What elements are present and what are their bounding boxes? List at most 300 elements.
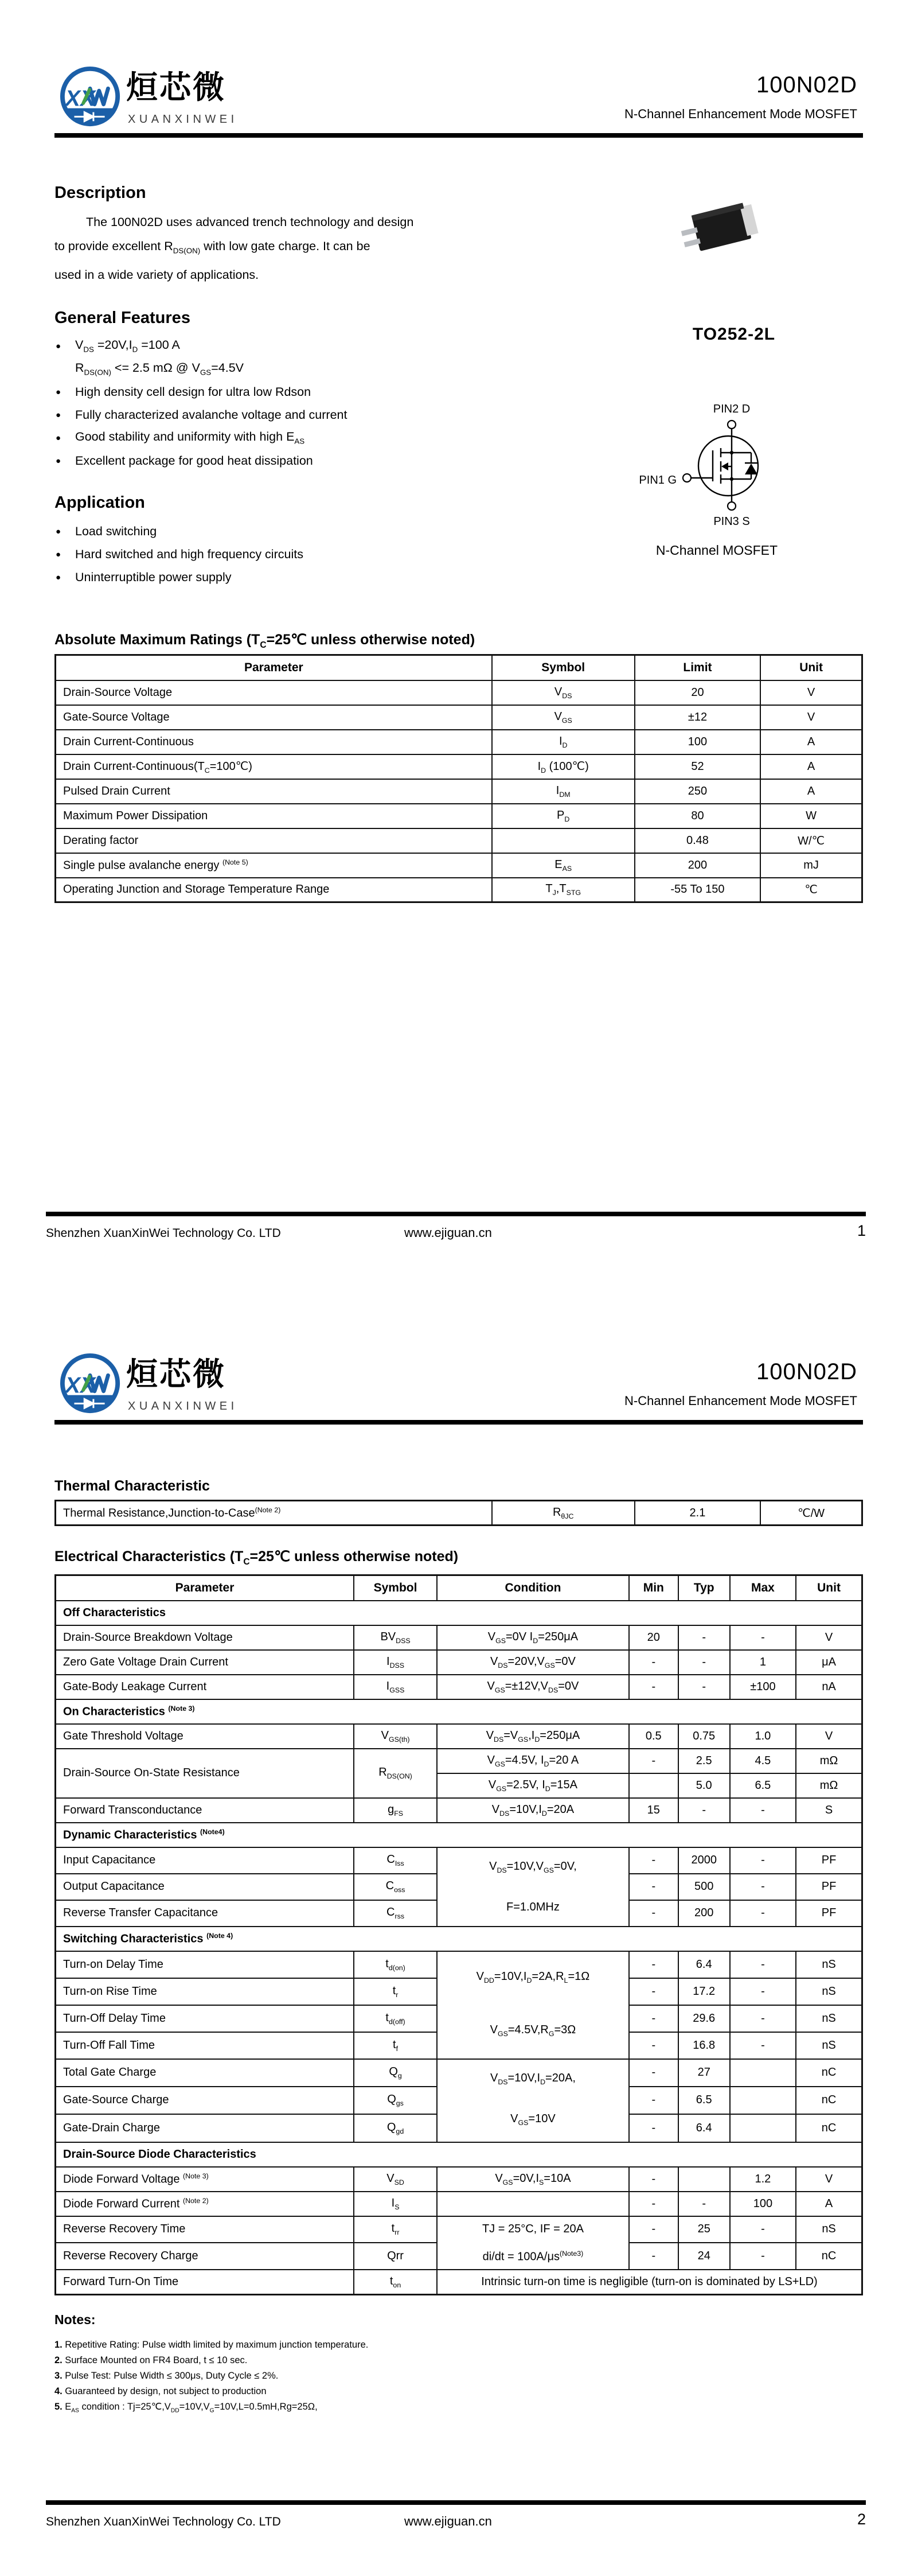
- list-item: [56, 334, 549, 357]
- list-item-label: Repetitive Rating: Pulse width limited by maximum junction temperature.: [65, 2340, 369, 2350]
- note-number: 2.: [54, 2355, 63, 2365]
- data-table: [54, 1500, 863, 1526]
- table-cell: nS: [796, 2005, 862, 2032]
- list-item: [54, 2399, 685, 2418]
- table-cell: A: [796, 2192, 862, 2216]
- column-header: Min: [629, 1575, 678, 1601]
- description-heading: Description: [54, 184, 146, 202]
- list-item-label: Load switching: [75, 524, 157, 538]
- table-cell: -: [629, 2087, 678, 2114]
- application-list: [56, 520, 549, 589]
- table-cell: -: [629, 1874, 678, 1900]
- bullet-icon: ●: [56, 387, 61, 397]
- column-header: Parameter: [56, 655, 492, 680]
- brand-chinese-name: 烜芯微: [126, 1356, 226, 1392]
- table-cell: [730, 2114, 796, 2142]
- table-cell: $V_{SD}$: [354, 2167, 437, 2192]
- table-cell: S: [796, 1798, 862, 1823]
- table-cell: Qrr: [354, 2243, 437, 2270]
- list-item-label: Good stability and uniformity with high $E_{AS}$: [75, 430, 305, 446]
- table-cell: nS: [796, 2032, 862, 2059]
- list-item: [54, 2368, 685, 2384]
- column-header: Unit: [760, 655, 862, 680]
- table-row: [56, 1724, 862, 1749]
- table-cell: Turn-Off Delay Time: [56, 2005, 354, 2032]
- table-cell: Input Capacitance: [56, 1847, 354, 1874]
- table-cell: 52: [635, 754, 760, 779]
- table-cell: 24: [678, 2243, 730, 2270]
- table-cell: -: [730, 1951, 796, 1978]
- table-cell: 0.5: [629, 1724, 678, 1749]
- list-item: [56, 543, 549, 566]
- table-cell: Reverse Transfer Capacitance: [56, 1900, 354, 1927]
- list-item: [56, 449, 549, 472]
- table-cell: Intrinsic turn-on time is negligible (turn-on is dominated by LS+LD): [437, 2270, 862, 2294]
- table-cell: 0.48: [635, 828, 760, 853]
- table-cell: ℃: [760, 878, 862, 902]
- table-row: [56, 2142, 862, 2167]
- table-row: [56, 1951, 862, 1978]
- bullet-icon: ●: [56, 549, 61, 559]
- table-cell: Drain-Source On-State Resistance: [56, 1749, 354, 1798]
- table-cell: W/℃: [760, 828, 862, 853]
- description-line: to provide excellent $R_{DS(ON)}$ with low gate charge. It can be: [54, 239, 370, 255]
- description-paragraph: [54, 210, 582, 287]
- table-cell: nS: [796, 1978, 862, 2005]
- header-rule: [54, 133, 863, 138]
- table-cell: [730, 2087, 796, 2114]
- table-cell: -: [730, 2005, 796, 2032]
- table-cell: Gate-Source Charge: [56, 2087, 354, 2114]
- table-row: [56, 2167, 862, 2192]
- table-cell: Reverse Recovery Time: [56, 2216, 354, 2243]
- table-cell: PF: [796, 1847, 862, 1874]
- table-cell: Reverse Recovery Charge: [56, 2243, 354, 2270]
- table-cell: $t_f$: [354, 2032, 437, 2059]
- mosfet-symbol: [631, 398, 803, 532]
- symbol-caption: N-Channel MOSFET: [655, 543, 778, 558]
- table-cell: -: [730, 1978, 796, 2005]
- column-header: Symbol: [354, 1575, 437, 1601]
- table-cell: $Q_g$: [354, 2059, 437, 2087]
- table-cell: Switching Characteristics $^{(Note 4)}$: [56, 1927, 862, 1951]
- table-cell: Single pulse avalanche energy $^{(Note 5)}$: [56, 853, 492, 878]
- table-cell: Operating Junction and Storage Temperature Range: [56, 878, 492, 902]
- table-cell: 29.6: [678, 2005, 730, 2032]
- table-row: [56, 1501, 862, 1526]
- table-row: [56, 1749, 862, 1773]
- table-cell: Drain Current-$Continuous(T_C=100℃)$: [56, 754, 492, 779]
- list-item: [56, 357, 549, 380]
- table-header-row: [56, 1575, 862, 1601]
- table-cell: Output Capacitance: [56, 1874, 354, 1900]
- list-item-label: Guaranteed by design, not subject to production: [65, 2386, 267, 2396]
- package-name: TO252-2L: [692, 325, 776, 344]
- table-cell: $t_{rr}$: [354, 2216, 437, 2243]
- table-cell: [678, 2167, 730, 2192]
- thermal-table: [54, 1500, 863, 1526]
- table-cell: Drain Current-Continuous: [56, 730, 492, 754]
- table-cell: PF: [796, 1874, 862, 1900]
- abs-max-heading: Absolute Maximum Ratings ($T_C=25℃$ unless otherwise noted): [54, 632, 475, 650]
- table-cell: $I_D$ (100℃): [492, 754, 635, 779]
- table-row: [56, 1650, 862, 1675]
- table-cell: -: [678, 2192, 730, 2216]
- table-row: [56, 878, 862, 902]
- table-cell: 5.0: [678, 1773, 730, 1798]
- table-cell: $t_r$: [354, 1978, 437, 2005]
- column-header: Symbol: [492, 655, 635, 680]
- table-cell: W: [760, 804, 862, 828]
- column-header: Unit: [796, 1575, 862, 1601]
- table-cell: Thermal Resistance,Junction-to-Case$^{(Note 2)}$: [56, 1501, 492, 1526]
- table-cell: PF: [796, 1900, 862, 1927]
- column-header: Parameter: [56, 1575, 354, 1601]
- table-cell: $V_{GS}=\pm 12V,V_{DS}=0V$: [437, 1675, 629, 1699]
- table-cell: -: [629, 2243, 678, 2270]
- table-cell: 27: [678, 2059, 730, 2087]
- bullet-icon: ●: [56, 456, 61, 466]
- table-cell: $V_{GS}=0V$ $I_D=250\mu A$: [437, 1625, 629, 1650]
- table-cell: $C_{rss}$: [354, 1900, 437, 1927]
- table-cell: 17.2: [678, 1978, 730, 2005]
- header-rule: [54, 1420, 863, 1425]
- table-cell: $V_{DS}=10V,I_D=20A$: [437, 1798, 629, 1823]
- electrical-heading: Electrical Characteristics ($T_C=25℃$ unless otherwise noted): [54, 1548, 459, 1567]
- table-cell: 6.5: [730, 1773, 796, 1798]
- table-cell: 1.0: [730, 1724, 796, 1749]
- table-cell: -: [730, 1874, 796, 1900]
- table-cell: nC: [796, 2087, 862, 2114]
- table-cell: 2.1: [635, 1501, 760, 1526]
- table-cell: 200: [635, 853, 760, 878]
- footer-page-number: 1: [857, 1222, 866, 1239]
- table-cell: $g_{FS}$: [354, 1798, 437, 1823]
- table-cell: TJ = 25°C, IF = 20A $di/dt = 100A/\mu s^{(Note3)}$: [437, 2216, 629, 2270]
- table-cell: Dynamic Characteristics $^{(Note4)}$: [56, 1823, 862, 1847]
- brand-chinese-name: 烜芯微: [126, 69, 226, 105]
- bullet-icon: ●: [56, 341, 61, 351]
- bullet-icon: ●: [56, 526, 61, 536]
- table-cell: 0.75: [678, 1724, 730, 1749]
- table-row: [56, 2059, 862, 2087]
- list-item: [56, 403, 549, 426]
- table-cell: 500: [678, 1874, 730, 1900]
- description-line: used in a wide variety of applications.: [54, 268, 259, 282]
- notes-list: [54, 2337, 685, 2418]
- table-cell: -: [629, 2059, 678, 2087]
- notes-heading: Notes:: [54, 2312, 96, 2327]
- table-row: [56, 1847, 862, 1874]
- table-cell: -55 To 150: [635, 878, 760, 902]
- table-cell: -: [629, 1951, 678, 1978]
- table-cell: Forward Transconductance: [56, 1798, 354, 1823]
- table-cell: mJ: [760, 853, 862, 878]
- table-cell: 16.8: [678, 2032, 730, 2059]
- table-cell: Off Characteristics: [56, 1601, 862, 1625]
- table-cell: $t_{d(on)}$: [354, 1951, 437, 1978]
- table-cell: Turn-on Rise Time: [56, 1978, 354, 2005]
- table-cell: Derating factor: [56, 828, 492, 853]
- list-item-label: $R_{DS(ON)} <= 2.5$ mΩ @ $V_{GS}=4.5V$: [75, 361, 244, 377]
- table-cell: $BV_{DSS}$: [354, 1625, 437, 1650]
- table-cell: -: [730, 2032, 796, 2059]
- list-item-label: $V_{DS} =20V,I_D =100$ A: [75, 338, 180, 354]
- table-cell: Maximum Power Dissipation: [56, 804, 492, 828]
- footer-rule: [46, 2500, 866, 2505]
- table-cell: $V_{DS}=20V,V_{GS}=0V$: [437, 1650, 629, 1675]
- table-cell: $V_{DS}=10V,I_D=20A$, $V_{GS}=10V$: [437, 2059, 629, 2142]
- table-cell: V: [796, 1625, 862, 1650]
- table-cell: -: [629, 2114, 678, 2142]
- table-cell: V: [760, 705, 862, 730]
- table-cell: $I_{DSS}$: [354, 1650, 437, 1675]
- table-cell: μA: [796, 1650, 862, 1675]
- table-cell: $E_{AS}$: [492, 853, 635, 878]
- list-item: [56, 520, 549, 543]
- table-cell: Total Gate Charge: [56, 2059, 354, 2087]
- table-cell: $V_{GS}$: [492, 705, 635, 730]
- pin3-label: PIN3 S: [713, 515, 750, 528]
- list-item-label: Fully characterized avalanche voltage and current: [75, 407, 347, 422]
- table-cell: -: [678, 1798, 730, 1823]
- table-cell: -: [629, 2216, 678, 2243]
- table-cell: ±100: [730, 1675, 796, 1699]
- list-item: [56, 426, 549, 449]
- table-cell: 6.4: [678, 1951, 730, 1978]
- table-cell: mΩ: [796, 1749, 862, 1773]
- table-cell: 20: [635, 680, 760, 705]
- table-cell: 15: [629, 1798, 678, 1823]
- table-row: [56, 2192, 862, 2216]
- table-cell: -: [629, 1675, 678, 1699]
- table-cell: $I_{GSS}$: [354, 1675, 437, 1699]
- column-header: Condition: [437, 1575, 629, 1601]
- data-table: [54, 1574, 863, 2295]
- table-cell: 250: [635, 779, 760, 804]
- list-item: [54, 2337, 685, 2353]
- table-cell: -: [629, 2032, 678, 2059]
- table-row: [56, 2216, 862, 2243]
- table-row: [56, 1699, 862, 1724]
- table-cell: A: [760, 779, 862, 804]
- package-photo: [677, 198, 780, 264]
- table-cell: Diode Forward Current $^{(Note 2)}$: [56, 2192, 354, 2216]
- table-cell: -: [629, 1749, 678, 1773]
- table-row: [56, 680, 862, 705]
- table-cell: -: [629, 2167, 678, 2192]
- table-cell: $V_{DS}=V_{GS},I_D=250\mu A$: [437, 1724, 629, 1749]
- table-cell: Zero Gate Voltage Drain Current: [56, 1650, 354, 1675]
- table-cell: -: [629, 1650, 678, 1675]
- note-number: 3.: [54, 2371, 63, 2381]
- bullet-icon: ●: [56, 433, 61, 443]
- table-row: [56, 1927, 862, 1951]
- table-cell: 4.5: [730, 1749, 796, 1773]
- footer-website: www.ejiguan.cn: [404, 2514, 492, 2528]
- table-cell: A: [760, 754, 862, 779]
- note-number: 5.: [54, 2402, 63, 2412]
- list-item-label: Pulse Test: Pulse Width ≤ 300μs, Duty Cycle ≤ 2%.: [65, 2371, 279, 2381]
- footer-rule: [46, 1212, 866, 1216]
- brand-monogram: XX: [65, 85, 96, 111]
- table-cell: 1: [730, 1650, 796, 1675]
- brand-logo-icon: [57, 1352, 125, 1416]
- column-header: Typ: [678, 1575, 730, 1601]
- part-number: 100N02D: [756, 1359, 857, 1384]
- table-cell: $V_{GS}=0V,I_S=10A$: [437, 2167, 629, 2192]
- table-cell: Pulsed Drain Current: [56, 779, 492, 804]
- table-cell: 6.5: [678, 2087, 730, 2114]
- table-cell: -: [730, 1798, 796, 1823]
- table-cell: V: [760, 680, 862, 705]
- table-cell: -: [678, 1675, 730, 1699]
- table-cell: nS: [796, 2216, 862, 2243]
- table-cell: 100: [730, 2192, 796, 2216]
- table-cell: On Characteristics $^{(Note 3)}$: [56, 1699, 862, 1724]
- table-cell: Drain-Source Voltage: [56, 680, 492, 705]
- table-cell: -: [730, 2243, 796, 2270]
- list-item: [54, 2384, 685, 2399]
- note-number: 4.: [54, 2386, 63, 2396]
- table-cell: $V_{GS}=4.5V$, $I_D=20$ A: [437, 1749, 629, 1773]
- table-cell: 25: [678, 2216, 730, 2243]
- table-row: [56, 804, 862, 828]
- table-row: [56, 1798, 862, 1823]
- bullet-icon: ●: [56, 410, 61, 420]
- table-cell: -: [629, 1900, 678, 1927]
- footer-page-number: 2: [857, 2511, 866, 2528]
- table-cell: $V_{DD}=10V,I_D=2A,R_L=1\Omega$ $V_{GS}=4.5V,R_G=3\Omega$: [437, 1951, 629, 2059]
- table-row: [56, 828, 862, 853]
- table-cell: V: [796, 1724, 862, 1749]
- table-cell: $P_D$: [492, 804, 635, 828]
- description-line: The 100N02D uses advanced trench technology and design: [86, 215, 414, 229]
- table-cell: Gate-Body Leakage Current: [56, 1675, 354, 1699]
- table-cell: nC: [796, 2243, 862, 2270]
- list-item-label: Surface Mounted on FR4 Board, t ≤ 10 sec.: [65, 2355, 248, 2365]
- list-item-label: Uninterruptible power supply: [75, 570, 232, 584]
- features-heading: General Features: [54, 309, 190, 327]
- table-cell: 100: [635, 730, 760, 754]
- table-cell: $V_{DS}=10V,V_{GS}=0V$, F=1.0MHz: [437, 1847, 629, 1927]
- brand-logo-icon: [57, 65, 125, 129]
- part-number: 100N02D: [756, 72, 857, 98]
- part-subtitle: N-Channel Enhancement Mode MOSFET: [624, 107, 857, 121]
- table-cell: $I_S$: [354, 2192, 437, 2216]
- table-cell: Gate Threshold Voltage: [56, 1724, 354, 1749]
- table-cell: [437, 2192, 629, 2216]
- table-row: [56, 1601, 862, 1625]
- table-cell: Forward Turn-On Time: [56, 2270, 354, 2294]
- table-cell: Gate-Source Voltage: [56, 705, 492, 730]
- table-cell: 1.2: [730, 2167, 796, 2192]
- bullet-icon: ●: [56, 572, 61, 582]
- table-cell: $V_{GS}=2.5V$, $I_D=15A$: [437, 1773, 629, 1798]
- table-cell: -: [730, 2216, 796, 2243]
- list-item: [56, 566, 549, 589]
- note-number: 1.: [54, 2340, 63, 2350]
- table-cell: 6.4: [678, 2114, 730, 2142]
- electrical-table: [54, 1574, 863, 2295]
- table-row: [56, 1625, 862, 1650]
- table-cell: $T_J,T_{STG}$: [492, 878, 635, 902]
- list-item-label: Excellent package for good heat dissipation: [75, 453, 313, 468]
- footer-website: www.ejiguan.cn: [404, 1225, 492, 1240]
- table-cell: mΩ: [796, 1773, 862, 1798]
- table-cell: [629, 1773, 678, 1798]
- thermal-heading: Thermal Characteristic: [54, 1478, 210, 1494]
- table-cell: Drain-Source Breakdown Voltage: [56, 1625, 354, 1650]
- table-cell: $I_D$: [492, 730, 635, 754]
- column-header: Limit: [635, 655, 760, 680]
- table-cell: $R_{DS(ON)}$: [354, 1749, 437, 1798]
- list-item-label: Hard switched and high frequency circuits: [75, 547, 303, 561]
- table-cell: Diode Forward Voltage $^{(Note 3)}$: [56, 2167, 354, 2192]
- table-cell: $V_{GS(th)}$: [354, 1724, 437, 1749]
- list-item-label: High density cell design for ultra low Rdson: [75, 384, 311, 399]
- pin2-label: PIN2 D: [713, 403, 751, 415]
- table-row: [56, 705, 862, 730]
- table-cell: $R_{\theta JC}$: [492, 1501, 635, 1526]
- column-header: Max: [730, 1575, 796, 1601]
- table-cell: 2000: [678, 1847, 730, 1874]
- table-cell: ℃/W: [760, 1501, 862, 1526]
- table-cell: [730, 2059, 796, 2087]
- footer-company: Shenzhen XuanXinWei Technology Co. LTD: [46, 2515, 281, 2528]
- table-cell: -: [629, 1847, 678, 1874]
- footer-company: Shenzhen XuanXinWei Technology Co. LTD: [46, 1227, 281, 1240]
- table-cell: $I_{DM}$: [492, 779, 635, 804]
- list-item: [54, 2353, 685, 2368]
- brand-english-name: XUANXINWEI: [128, 1400, 238, 1412]
- data-table: [54, 654, 863, 903]
- table-cell: 2.5: [678, 1749, 730, 1773]
- list-item: [56, 380, 549, 403]
- table-cell: Turn-on Delay Time: [56, 1951, 354, 1978]
- table-cell: $Q_{gd}$: [354, 2114, 437, 2142]
- table-cell: nA: [796, 1675, 862, 1699]
- table-cell: $C_{Iss}$: [354, 1847, 437, 1874]
- table-row: [56, 2270, 862, 2294]
- table-cell: -: [730, 1847, 796, 1874]
- table-cell: Turn-Off Fall Time: [56, 2032, 354, 2059]
- table-cell: $Q_{gs}$: [354, 2087, 437, 2114]
- table-cell: A: [760, 730, 862, 754]
- abs-max-table: [54, 654, 863, 903]
- table-cell: $C_{oss}$: [354, 1874, 437, 1900]
- brand-monogram: XX: [65, 1372, 96, 1398]
- table-cell: Gate-Drain Charge: [56, 2114, 354, 2142]
- list-item-label: $E_{AS}$ condition : $Tj=25℃,V_{DD}=10V,V_G=10V,L=0.5mH,Rg=25\Omega$,: [65, 2402, 318, 2414]
- table-cell: -: [678, 1625, 730, 1650]
- table-header-row: [56, 655, 862, 680]
- table-cell: nC: [796, 2059, 862, 2087]
- brand-english-name: XUANXINWEI: [128, 113, 238, 126]
- table-cell: [492, 828, 635, 853]
- table-cell: 20: [629, 1625, 678, 1650]
- table-cell: ±12: [635, 705, 760, 730]
- table-cell: $t_{d(off)}$: [354, 2005, 437, 2032]
- features-list: [56, 334, 549, 472]
- table-cell: -: [629, 1978, 678, 2005]
- part-subtitle: N-Channel Enhancement Mode MOSFET: [624, 1394, 857, 1408]
- table-cell: -: [629, 2192, 678, 2216]
- table-cell: V: [796, 2167, 862, 2192]
- table-cell: -: [730, 1625, 796, 1650]
- table-cell: nS: [796, 1951, 862, 1978]
- table-cell: $V_{DS}$: [492, 680, 635, 705]
